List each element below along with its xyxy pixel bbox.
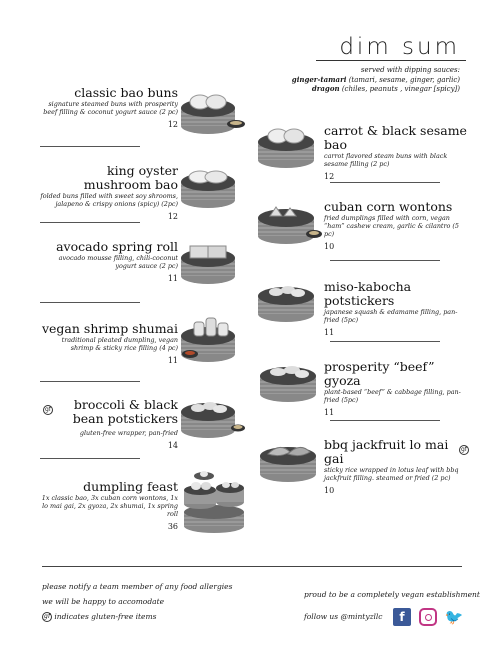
- item-price: 14: [167, 441, 178, 450]
- item-desc: 1x classic bao, 3x cuban corn wontons, 1x lo mai gai, 2x gyoza, 2x shumai, 1x spring roll: [41, 494, 178, 518]
- item-desc: avocado mousse filling, chili-coconut yogurt sauce (2 pc): [58, 254, 178, 270]
- menu-title: dim sum: [339, 34, 460, 60]
- menu-item-cuban-wontons: [324, 200, 469, 252]
- instagram-icon[interactable]: [419, 608, 437, 626]
- menu-item-king-oyster-bao: [36, 164, 178, 222]
- menu-item-miso-potstickers: [324, 280, 469, 338]
- social-links: [393, 608, 463, 626]
- item-price: 36: [167, 522, 178, 531]
- item-price: 12: [167, 120, 178, 129]
- steamer-shumai-illustration: [180, 314, 246, 364]
- steamer-carrot-bao-illustration: [256, 120, 322, 170]
- steamer-spring-roll-illustration: [180, 236, 246, 286]
- gluten-free-icon: gf: [42, 612, 52, 622]
- item-name: prosperity “beef” gyoza: [324, 359, 435, 388]
- divider: [330, 341, 440, 342]
- divider: [330, 420, 440, 421]
- item-desc: carrot flavored steam buns with black sesame filling (2 pc): [324, 152, 448, 168]
- item-name: broccoli & black bean potstickers: [72, 397, 178, 426]
- item-desc: fried dumplings filled with corn, vegan “ham” cashew cream, garlic & cilantro (5 pc): [324, 214, 459, 238]
- sauce-ginger-tamari: ginger-tamari (tamari, sesame, ginger, garlic): [291, 75, 460, 84]
- steamer-lo-mai-gai-illustration: [258, 434, 324, 484]
- gluten-free-icon: gf: [43, 405, 53, 415]
- gluten-free-legend-text: indicates gluten-free items: [54, 612, 157, 621]
- steamer-broccoli-potsticker-illustration: [180, 390, 246, 440]
- vegan-statement: proud to be a completely vegan establishment: [304, 590, 480, 599]
- item-price: 11: [324, 328, 335, 337]
- menu-item-shrimp-shumai: [40, 322, 178, 366]
- facebook-icon[interactable]: f: [393, 608, 411, 626]
- title-rule: [316, 60, 466, 61]
- item-desc: folded buns filled with sweet soy shrooms, jalapeno & crispy onions (spicy) (2pc): [40, 192, 178, 208]
- divider: [40, 458, 140, 459]
- item-desc: japanese squash & edamame filling, pan-fried (5pc): [324, 308, 458, 324]
- sauce-dragon: dragon (chiles, peanuts , vinegar [spicy]): [311, 84, 460, 93]
- menu-item-carrot-bao: [324, 124, 469, 182]
- twitter-icon[interactable]: 🐦: [444, 608, 464, 626]
- steamer-wonton-illustration: [256, 196, 322, 246]
- divider: [40, 381, 140, 382]
- steamer-bao-illustration: [180, 86, 246, 136]
- divider: [40, 222, 140, 223]
- menu-item-avocado-spring-roll: [40, 240, 178, 284]
- allergy-accommodate: we will be happy to accomodate: [42, 597, 165, 606]
- item-desc: gluten-free wrapper, pan-fried: [79, 429, 178, 437]
- item-price: 11: [167, 274, 178, 283]
- item-price: 11: [167, 356, 178, 365]
- sauce-intro: served with dipping sauces:: [360, 66, 460, 74]
- item-name: dumpling feast: [83, 479, 178, 494]
- allergy-notice: please notify a team member of any food allergies: [42, 582, 233, 591]
- gluten-free-legend: [42, 610, 156, 623]
- item-desc: sticky rice wrapped in lotus leaf with bbq jackfruit filling. steamed or fried (2 pc): [324, 466, 459, 482]
- divider: [40, 302, 140, 303]
- divider: [330, 182, 440, 183]
- menu-item-beef-gyoza: [324, 360, 469, 418]
- menu-item-classic-bao: [40, 86, 178, 130]
- item-name: classic bao buns: [74, 85, 178, 100]
- steamer-oyster-bao-illustration: [180, 160, 246, 210]
- item-desc: traditional pleated dumpling, vegan shrimp & sticky rice filling (4 pc): [61, 336, 178, 352]
- footer-rule: [42, 566, 462, 567]
- item-desc: plant-based “beef” & cabbage filling, pan-fried (5pc): [324, 388, 461, 404]
- item-name: carrot & black sesame bao: [324, 123, 467, 152]
- menu-item-lo-mai-gai: [324, 438, 469, 496]
- item-name: vegan shrimp shumai: [41, 321, 178, 336]
- divider: [40, 146, 140, 147]
- item-name: king oyster mushroom bao: [83, 163, 178, 192]
- steamer-stack-feast-illustration: [180, 466, 248, 534]
- divider: [330, 260, 440, 261]
- item-price: 10: [324, 486, 335, 495]
- steamer-potsticker-illustration: [256, 274, 322, 324]
- item-price: 11: [324, 408, 335, 417]
- menu-item-dumpling-feast: [40, 480, 178, 532]
- follow-handle: follow us @mintyzllc: [304, 612, 383, 621]
- item-desc: signature steamed buns with prosperity beef filling & coconut yogurt sauce (2 pc): [43, 100, 178, 116]
- item-name: avocado spring roll: [56, 239, 178, 254]
- item-name: cuban corn wontons: [324, 199, 453, 214]
- menu-item-broccoli-potstickers: [40, 398, 178, 451]
- gluten-free-icon: gf: [459, 445, 469, 455]
- item-price: 12: [167, 212, 178, 221]
- item-name: miso-kabocha potstickers: [324, 279, 412, 308]
- item-name: bbq jackfruit lo mai gai: [324, 437, 449, 466]
- item-price: 10: [324, 242, 335, 251]
- steamer-gyoza-illustration: [258, 354, 324, 404]
- item-price: 12: [324, 172, 335, 181]
